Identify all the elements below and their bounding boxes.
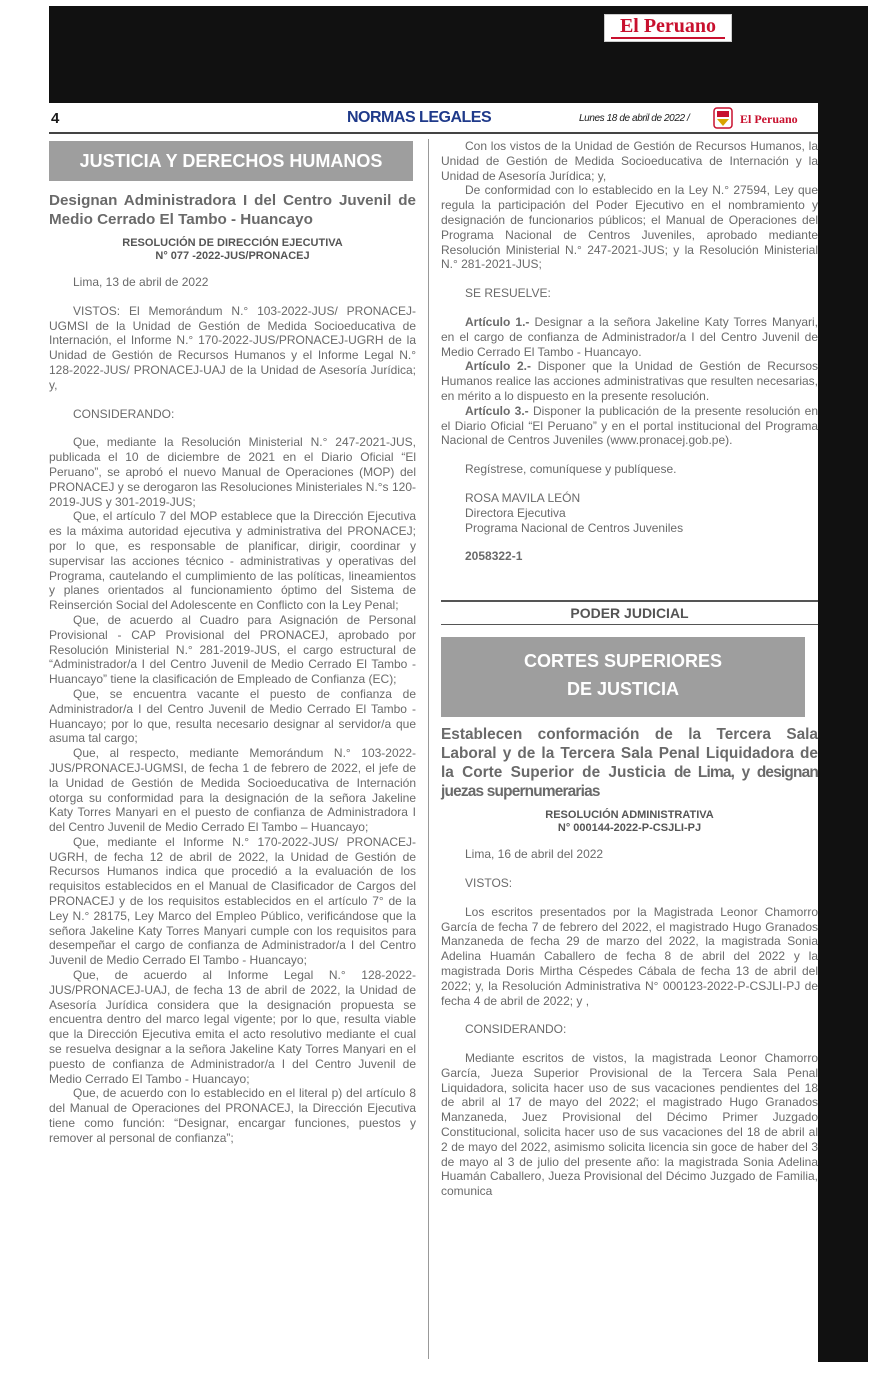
article-3-text: Disponer la publicación de la presente resolución en el Diario Oficial “El Peruano” y en el portal institucional del Programa Nacional de Centros Juveniles (www.pronacej.gob.pe).	[441, 403, 818, 448]
paragraph: Con los vistos de la Unidad de Gestión de Recursos Humanos, la Unidad de Gestión de Medida Socioeducativa de Internación y la Unidad de Asesoría Jurídica; y,	[441, 139, 818, 183]
paragraph: Que, el artículo 7 del MOP establece que la Dirección Ejecutiva es la máxima autoridad ejecutiva y administrativa del PRONACEJ; por lo que, es responsable de planificar, dirigir, coordinar y supervisar las acciones técnico - administrativas y operativas del Programa, cautelando el cumplimiento de las políticas, lineamientos y planes orientados al funcionamiento óptimo del Sistema de Reinserción Social del Adolescente en Conflicto con la Ley Penal;	[49, 509, 416, 613]
resuelve-heading: SE RESUELVE:	[465, 286, 551, 301]
article-3-label: Artículo 3.-	[465, 403, 529, 418]
vistos-paragraph: VISTOS: El Memorándum N.° 103-2022-JUS/ PRONACEJ-UGMSI de la Unidad de Gestión de Medida Socioeducativa de Internación, el Informe N.° 170-2022-JUS/PRONACEJ-UGRH de la Unidad de Gestión de Recursos Humanos y el Informe Legal N.° 128-2022-JUS/ PRONACEJ-UAJ de la Unidad de Asesoría Jurídica; y,	[49, 303, 416, 392]
signer-role: Directora Ejecutiva	[465, 505, 566, 520]
paragraph: Que, de acuerdo al Cuadro para Asignación de Personal Provisional - CAP Provisional del PRONACEJ, aprobado por Resolución Ministerial N.° 281-2019-JUS, el cargo estructural de “Administrador/a I del Centro Juvenil de Medio Cerrado El Tambo - Huancayo” tiene la clasificación de Empleado de Confianza (EC);	[49, 612, 416, 687]
spacer	[441, 564, 818, 590]
vistos-heading-2: VISTOS:	[465, 875, 513, 890]
publication-code: 2058322-1	[465, 549, 523, 564]
banner-line1: CORTES SUPERIORES	[523, 651, 723, 672]
paragraph: Que, se encuentra vacante el puesto de confianza de Administrador/a I del Centro Juvenil de Medio Cerrado El Tambo - Huancayo; por lo que, resulta necesario designar al servidor/a que asuma tal cargo;	[49, 686, 416, 746]
paragraph: Los escritos presentados por la Magistrada Leonor Chamorro García de fecha 7 de febrero del 2022, el magistrado Hugo Granados Manzaneda de fecha 29 de marzo del 2022, la magistrada Sonia Adelina Huamán Caballero de fecha 8 de abril del 2022 y la magistrada Doris Mirtha Céspedes Cábala de fecha 13 de abril del 2022; y, la Resolución Administrativa N° 000123-2022-P-CSJLI-PJ de fecha 4 de abril de 2022; y ,	[441, 904, 818, 1008]
masthead-logo-text: El Peruano	[619, 15, 717, 37]
article-headline: Designan Administradora I del Centro Juvenil de Medio Cerrado El Tambo - Huancayo	[49, 192, 416, 228]
signer-org: Programa Nacional de Centros Juveniles	[465, 520, 684, 535]
paragraph: Que, mediante el Informe N.° 170-2022-JUS/ PRONACEJ-UGRH, de fecha 12 de abril de 2022, la Unidad de Gestión de Recursos Humanos indica que procedió a la evaluación de los requisitos establecidos en el Manual de Clasificador de Cargos del PRONACEJ y de los requisitos establecidos en el artículo 7° de la Ley N.° 28175, Ley Marco del Empleo Público, verificándose que la señora Jakeline Katy Torres Manyari cumple con los requisitos para desempeñar el cargo de confianza de Administrador/a I del Centro Juvenil de Medio Cerrado El Tambo - Huancayo;	[49, 834, 416, 968]
paragraph: Que, mediante la Resolución Ministerial N.° 247-2021-JUS, publicada el 10 de diciembre de 2021 en el Diario Oficial “El Peruano”, se aprobó el nuevo Manual de Operaciones (MOP) del PRONACEJ y se derogaron las Resoluciones Ministeriales N.°s 120-2019-JUS y 301-2019-JUS;	[49, 435, 416, 509]
document-page	[49, 103, 818, 1362]
masthead-logo-rule	[611, 37, 725, 39]
headline-2-part-b: de Lima, y designan juezas supernumerarias	[441, 764, 818, 801]
left-column	[49, 139, 416, 1359]
section-banner-cortes	[441, 637, 805, 717]
section-banner-justicia: JUSTICIA Y DERECHOS HUMANOS	[49, 141, 413, 181]
resolution-title	[49, 237, 416, 263]
page-number: 4	[51, 110, 60, 127]
paragraph: Que, de acuerdo con lo establecido en el literal p) del artículo 8 del Manual de Operaciones del PRONACEJ, la Dirección Ejecutiva tiene como función: “Designar, encargar funciones, puestos y remover al personal de confianza”;	[49, 1086, 416, 1145]
article-headline-2	[441, 725, 818, 801]
header-date: Lunes 18 de abril de 2022 /	[579, 113, 690, 124]
place-date: Lima, 13 de abril de 2022	[73, 275, 209, 289]
article-1-text: Designar a la señora Jakeline Katy Torres Manyari, en el cargo de confianza de Administrador/a I del Centro Juvenil de Medio Cerrado El Tambo - Huancayo.	[441, 314, 818, 359]
signer-name: ROSA MAVILA LEÓN	[465, 490, 581, 505]
banner-line2: DE JUSTICIA	[566, 679, 680, 700]
paragraph: De conformidad con lo establecido en la Ley N.° 27594, Ley que regula la participación del Poder Ejecutivo en el nombramiento y designación de funcionarios públicos; el Manual de Operaciones del Programa Nacional de Centros Juveniles, aprobado mediante Resolución Ministerial N.° 247-2021-JUS; y la Resolución Ministerial N.° 281-2021-JUS;	[441, 183, 818, 272]
running-header	[49, 103, 818, 135]
article-2	[441, 359, 818, 403]
section-title-poder-judicial: PODER JUDICIAL	[441, 600, 818, 625]
resolution-title-2-line1: RESOLUCIÓN ADMINISTRATIVA	[545, 809, 714, 822]
place-date-2: Lima, 16 de abril del 2022	[465, 847, 604, 862]
closing-formula: Regístrese, comuníquese y publíquese.	[465, 462, 677, 477]
considerando-heading: CONSIDERANDO:	[73, 406, 175, 421]
header-rule	[49, 132, 818, 134]
header-logo-text: El Peruano	[740, 112, 798, 126]
resolution-title-2	[441, 809, 818, 835]
column-separator	[428, 139, 429, 1359]
resolution-title-2-line2: N° 000144-2022-P-CSJLI-PJ	[557, 822, 702, 835]
article-2-text: Disponer que la Unidad de Gestión de Recursos Humanos realice las acciones administrativas que resulten necesarias, en mérito a lo dispuesto en la presente resolución.	[441, 359, 818, 403]
masthead-logo	[604, 14, 732, 42]
paragraph: Que, de acuerdo al Informe Legal N.° 128-2022-JUS/PRONACEJ-UAJ, de fecha 13 de abril de 2022, la Unidad de Asesoría Jurídica considera que la designación propuesta se encuentra dentro del marco legal vigente; por lo que, resulta viable que la Dirección Ejecutiva emita el acto resolutivo mediante el cual se resuelva designar a la señora Jakeline Katy Torres Manyari en el puesto de confianza de Administrador/a I del Centro Juvenil de Medio Cerrado El Tambo - Huancayo;	[49, 968, 416, 1086]
paragraph: Mediante escritos de vistos, la magistrada Leonor Chamorro García, Jueza Superior Provisional de la Tercera Sala Penal Liquidadora, solicita hacer uso de sus vacaciones pendientes del 18 de abril al 17 de mayo del 2022; el magistrado Hugo Granados Manzaneda, Juez Provisional del Décimo Primer Juzgado Constitucional, solicita hacer uso de sus vacaciones del 18 de abril al 2 de mayo del 2022, asimismo solicita licencia sin goce de haber del 3 de mayo al 3 de julio del presente año: la magistrada Sonia Adelina Huamán Caballero, Jueza Provisional del Décimo Juzgado de Familia, comunica	[441, 1051, 818, 1199]
article-2-label: Artículo 2.-	[465, 359, 531, 374]
article-1-label: Artículo 1.-	[465, 314, 530, 329]
article-1	[441, 315, 818, 359]
paragraph: Que, al respecto, mediante Memorándum N.° 103-2022-JUS/PRONACEJ-UGMSI, de fecha 1 de febrero de 2022, el jefe de la Unidad de Gestión de Medida Socioeducativa de Internación otorga su conformidad para la designación de la señora Jakeline Katy Torres Manyari en el puesto de confianza de Administradora I del Centro Juvenil de Medio Cerrado El Tambo – Huancayo;	[49, 746, 416, 835]
coat-of-arms-icon	[711, 107, 735, 129]
resolution-title-line1: RESOLUCIÓN DE DIRECCIÓN EJECUTIVA	[122, 237, 343, 249]
resolution-title-line2: N° 077 -2022-JUS/PRONACEJ	[155, 250, 310, 262]
considerando-heading-2: CONSIDERANDO:	[465, 1022, 567, 1037]
right-column	[441, 139, 818, 1359]
section-name: NORMAS LEGALES	[347, 109, 492, 126]
article-3	[441, 404, 818, 448]
headline-2-part-a: Establecen conformación de la Tercera Sala Laboral y de la Tercera Sala Penal Liquidadora de la Corte Superior de Justicia	[441, 726, 818, 782]
